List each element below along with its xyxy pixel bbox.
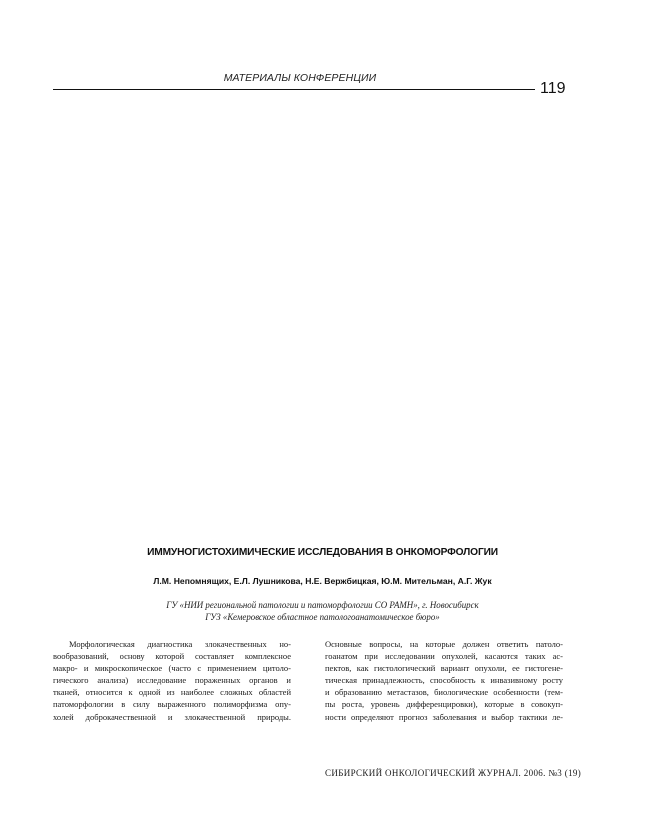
left-column-line: патоморфологии в силу выраженного полиморфизма опу- (53, 699, 291, 710)
left-column-line: Морфологическая диагностика злокачественных но- (69, 639, 291, 649)
right-column-line: и образованию метастазов, биологические особенности (тем- (325, 687, 563, 698)
right-column-line: пы роста, уровень дифференцировки), которые в совокуп- (325, 699, 563, 710)
right-column-line: пектов, как гистологический вариант опухоли, ее гистогене- (325, 663, 563, 674)
left-column-line: вообразований, основу которой составляет комплексное (53, 651, 291, 662)
right-column-line: тическая принадлежность, способность к инвазивному росту (325, 675, 563, 686)
right-column-line: ности определяют прогноз заболевания и выбор тактики ле- (325, 711, 563, 722)
header-rule (53, 89, 535, 90)
left-column-line: холей доброкачественной и злокачественной природы. (53, 711, 291, 722)
article-title: ИММУНОГИСТОХИМИЧЕСКИЕ ИССЛЕДОВАНИЯ В ОНКОМОРФОЛОГИИ (147, 547, 498, 558)
footer-journal: СИБИРСКИЙ ОНКОЛОГИЧЕСКИЙ ЖУРНАЛ. 2006. №3 (19) (325, 768, 582, 778)
left-column-line: макро- и микроскопическое (часто с применением цитоло- (53, 663, 291, 674)
right-column-line: Основные вопросы, на которые должен ответить патоло- (325, 639, 563, 649)
affiliation-1: ГУ «НИИ региональной патологии и патоморфологии СО РАМН», г. Новосибирск (166, 600, 479, 610)
right-column (325, 638, 563, 723)
left-column-line: гического анализа) исследование пораженных органов и (53, 675, 291, 686)
affiliation-2: ГУЗ «Кемеровское областное патологоанатомическое бюро» (205, 612, 440, 622)
running-header: МАТЕРИАЛЫ КОНФЕРЕНЦИИ (223, 72, 377, 84)
page-number: 119 (540, 80, 566, 97)
left-column-line: тканей, относится к одной из наиболее сложных областей (53, 687, 291, 698)
left-column (53, 638, 291, 723)
right-column-line: гоанатом при исследовании опухолей, касаются таких ас- (325, 651, 563, 662)
article-authors: Л.М. Непомнящих, Е.Л. Лушникова, Н.Е. Вержбицкая, Ю.М. Мительман, А.Г. Жук (153, 576, 492, 586)
